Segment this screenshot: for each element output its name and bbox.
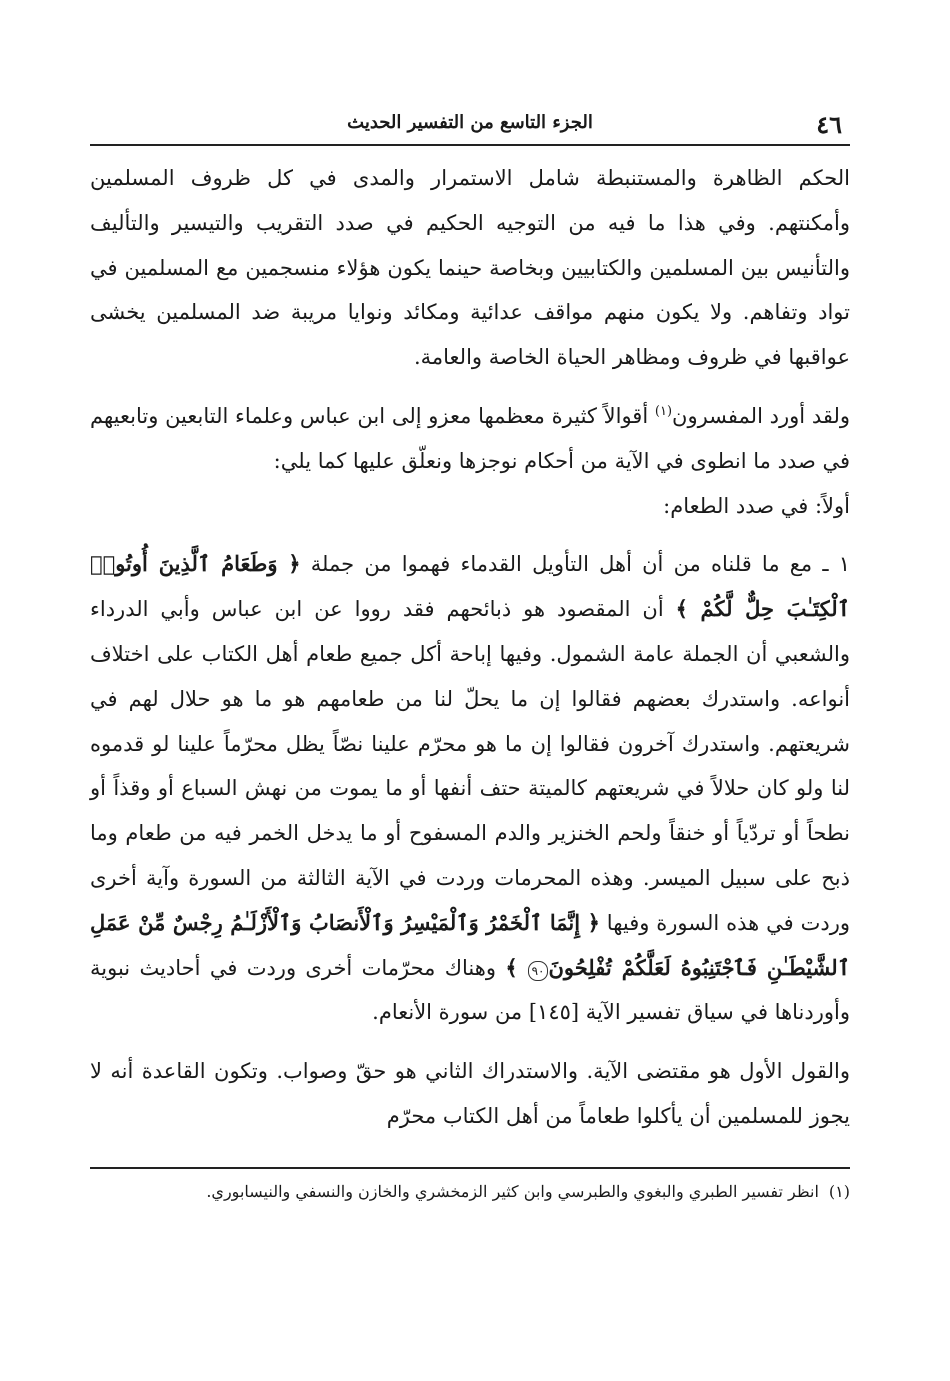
footnote	[90, 1177, 850, 1207]
footnote-divider	[90, 1167, 850, 1169]
paragraph-3-part-3: وهناك محرّمات أخرى وردت في أحاديث نبوية وأوردناها في سياق تفسير الآية [١٤٥] من سورة الأنعام.	[90, 955, 850, 1025]
paragraph-3	[90, 542, 850, 1035]
paragraph-2-end: أقوالاً كثيرة معظمها معزو إلى ابن عباس وعلماء التابعين وتابعيهم في صدد ما انطوى في الآية من أحكام نوجزها ونعلّق عليها كما يلي:	[90, 403, 850, 473]
section-heading: أولاً: في صدد الطعام:	[663, 493, 850, 518]
running-title: الجزء التاسع من التفسير الحديث	[347, 112, 593, 133]
paragraph-3-part-1: ١ ـ مع ما قلناه من أن أهل التأويل القدماء فهموا من جملة	[300, 552, 850, 577]
page-body	[90, 156, 850, 1139]
quran-verse-2: ﴿ إِنَّمَا ٱلْخَمْرُ وَٱلْمَيْسِرُ وَٱلْأَنصَابُ وَٱلْأَزْلَـٰمُ رِجْسٌ مِّنْ عَمَلِ ٱلشَّيْطَـٰنِ فَٱجْتَنِبُوهُ لَعَلَّكُمْ تُفْلِحُونَ	[90, 909, 850, 980]
book-page	[90, 100, 850, 1207]
paragraph-1: الحكم الظاهرة والمستنبطة شامل الاستمرار والمدى في كل ظروف المسلمين وأمكنتهم. وفي هذا ما فيه من التوجيه الحكيم في صدد التقريب والتيسير والتأليف والتأنيس بين المسلمين والكتابيين وبخاصة حينما يكون هؤلاء منسجمين مع المسلمين في تواد وتفاهم. ولا يكون منهم مواقف عدائية ومكائد ونوايا مريبة ضد المسلمين يخشى عواقبها في ظروف ومظاهر الحياة الخاصة والعامة.	[90, 166, 850, 370]
footnote-text: انظر تفسير الطبري والبغوي والطبرسي وابن كثير الزمخشري والخازن والنسفي والنيسابوري.	[206, 1181, 819, 1201]
quran-verse-1: ﴿ وَطَعَامُ ٱلَّذِينَ أُوتُوا۟ ٱلْكِتَـٰبَ حِلٌّ لَّكُمْ ﴾	[90, 551, 850, 622]
paragraph-4: والقول الأول هو مقتضى الآية. والاستدراك الثاني هو حقّ وصواب. وتكون القاعدة أنه لا يجوز للمسلمين أن يأكلوا طعاماً من أهل الكتاب محرّم	[90, 1059, 850, 1128]
page-number: ٤٦	[816, 110, 842, 139]
ayah-number-badge: ٩٠	[528, 961, 549, 981]
paragraph-2	[90, 394, 850, 484]
paragraph-2-start: ولقد أورد المفسرون	[672, 403, 851, 428]
page-header	[90, 100, 850, 146]
footnote-reference: (١)	[654, 403, 673, 419]
paragraph-3-part-2: أن المقصود هو ذبائحهم فقد رووا عن ابن عباس وأبي الدرداء والشعبي أن الجملة عامة الشمول. وفيها إباحة أكل جميع طعام أهل الكتاب على اختلاف أنواعه. واستدرك بعضهم فقالوا إن ما يحلّ لنا من طعامهم هو ما هو حلال لهم في شريعتهم. واستدرك آخرون فقالوا إن ما هو محرّم علينا نصّاً يظل محرّماً علينا لو قدموه لنا ولو كان حلالاً في شريعتهم كالميتة حتف أنفها أو ما يموت من نهش السباع أو وقذاً أو نطحاً أو تردّياً أو خنقاً ولحم الخنزير والدم المسفوح أو ما يدخل الخمر فيه من طعام وما ذبح على سبيل الميسر. وهذه المحرمات وردت في الآية الثالثة من السورة وآية أخرى وردت في هذه السورة وفيها	[90, 597, 850, 935]
footnote-marker: (١)	[828, 1181, 850, 1201]
quran-verse-2-close: ﴾	[505, 954, 528, 980]
